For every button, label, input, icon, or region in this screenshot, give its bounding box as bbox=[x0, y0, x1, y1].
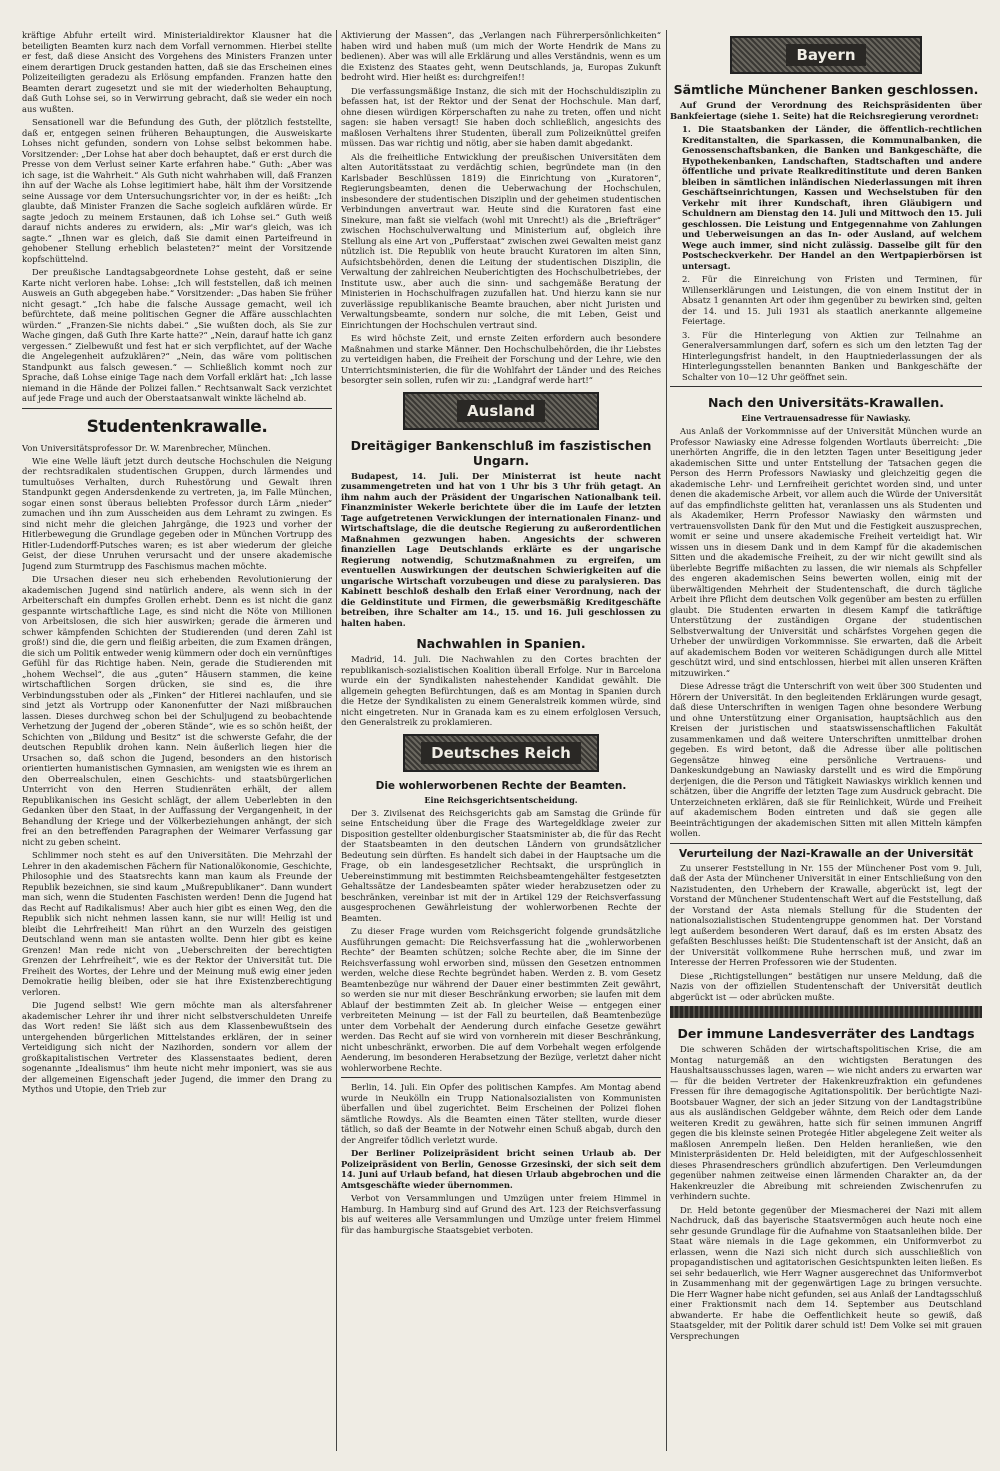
list-item: 2. Für die Einreichung von Fristen und Terminen, für Willenserklärungen und Leistungen, die von einem Institut der in Absatz 1 genannten Art oder ihm gegenüber zu bewirken sind, gelten der 14. und 15. Juli 1931 als staatlich anerkannte allgemeine Feiertage. bbox=[682, 274, 982, 326]
paragraph: Zu dieser Frage wurden vom Reichsgericht folgende grundsätzliche Ausführungen gemacht: Die Reichsverfassung hat die „wohlerworbenen Rechte“ der Beamten schützen; solche Rechte aber, die im Sinne der Reichsverfassung wohl erworben sind, müssen den Gesetzen entnommen werden, welche diese Rechte begründet haben. Werden z. B. vom Gesetz Beamtenbezüge nur während der Dauer einer bestimmten Zeit gewährt, so werden sie nur mit dieser Beschränkung erworben; sie laufen mit dem Ablauf der bestimmten Zeit ab. In gleicher Weise — entgegen einer verbreiteten Meinung — ist der Fall zu beurteilen, daß Beamtenbezüge unter dem Vorbehalt der Aenderung durch einfache Gesetze gewährt werden. Das Recht auf sie wird von vornherein mit dieser Beschränkung, nicht unbeschränkt, erworben. Die auf dem Vorbehalt wegen erfolgende Aenderung, im besonderen Herabsetzung der Bezüge, verletzt daher nicht wohlerworbene Rechte. bbox=[341, 926, 661, 1073]
paragraph: kräftige Abfuhr erteilt wird. Ministerialdirektor Klausner hat die beteiligten Beamten kurz nach dem Vorfall vernommen. Hierbei stellte er fest, daß diese Ansicht des Vorgehens des Ministers Franzen unter einem derartigen Druck gestanden hatten, daß sie das Erscheinen eines Polizeiteiligten geradezu als Erlösung empfanden. Franzen hatte den Beamten derart zugesetzt und sie mit der wiederholten Behauptung, daß Guth Lohse sei, so in Verwirrung gebracht, daß sie weder ein noch aus wußten. bbox=[22, 30, 332, 114]
divider bbox=[22, 408, 332, 409]
divider bbox=[670, 843, 982, 844]
section-banner-label: Bayern bbox=[786, 44, 865, 66]
paragraph: Diese Adresse trägt die Unterschrift von weit über 300 Studenten und Hörern der Universität. In den begleitenden Erklärungen wurde gesagt, daß diese Unterschriften in wenigen Tagen ohne besondere Werbung und ohne Unterstützung einer Organisation, hauptsächlich aus den Kreisen der juristischen und staatswissenschaftlichen Fakultät zusammenkamen und daß weitere Unterschriften unmittelbar drohen gegeben. Es wird betont, daß die Adresse über alle politischen Gegensätze hinweg eine persönliche Vertrauens- und Dankeskundgebung an Nawiasky darstellt und es wird die Empörung derjenigen, die die Person und Tätigkeit Nawiaskys wirklich kennen und schätzen, über die Angriffe der letzten Tage zum Ausdruck gebracht. Die Unterzeichneten erklären, daß sie für Reinlichkeit, Würde und Freiheit auf akademischem Boden eintreten und daß sie gegen alle Beeinträchtigungen der akademischen Sitten mit allen Mitteln kämpfen wollen. bbox=[670, 681, 982, 838]
section-banner-label: Ausland bbox=[457, 400, 545, 422]
list-item: 1. Die Staatsbanken der Länder, die öffentlich-rechtlichen Kreditanstalten, die Sparkassen, die Kommunalbanken, die Genossenschaftsbanken, die Banken und Bankgeschäfte, die Hypothekenbanken, Landschaften, Stadtschaften und andere öffentliche und private Realkreditinstitute und deren Banken bleiben in sämtlichen inländischen Niederlassungen mit ihren Geschäftseinrichtungen, Kassen und Wechselstuben für den Verkehr mit ihrer Kundschaft, ihren Gläubigern und Schuldnern am Dienstag den 14. Juli und Mittwoch den 15. Juli geschlossen. Die Leistung und Entgegennahme von Zahlungen und Ueberweisungen an das In- oder Ausland, auf welchem Wege auch immer, sind nicht zulässig. Dasselbe gilt für den Postscheckverkehr. Der Handel an den Wertpapierbörsen ist untersagt. bbox=[682, 124, 982, 271]
paragraph: Als die freiheitliche Entwicklung der preußischen Universitäten dem alten Autoritätsstaat zu verdächtig schien, begründete man (in den Karlsbader Beschlüssen 1819) die Einrichtung von „Kuratoren“, Regierungsbeamten, denen die Ueberwachung der Hochschulen, insbesondere der studentischen Disziplin und der geheimen studentischen Verbindungen anvertraut war. Heute sind die Kuratoren fast eine Sinekure, man faßt sie vielfach (wohl mit Unrecht!) als die „Briefträger“ zwischen Hochschulverwaltung und Ministerium auf, obgleich ihre Stellung als eine Art von „Pufferstaat“ zwischen zwei Gewalten meist ganz nützlich ist. Die Republik von heute braucht Kuratoren im alten Sinn, Aufsichtsbehörden, denen die Leitung der studentischen Disziplin, die Verwaltung der zahlreichen Neuberichtigten des Hochschulbetriebes, der Institute usw., aber auch die sinn- und sachgemäße Beratung der Ministerien in Hochschulfragen zuzufallen hat. Und hierzu kann sie nur zuverlässige republikanische Beamte brauchen, aber nicht Juristen und Verwaltungsbeamte, sondern nur solche, die mit Leben, Geist und Einrichtungen der Hochschulen vertraut sind. bbox=[341, 151, 661, 330]
article-subheadline: Eine Reichsgerichtsentscheidung. bbox=[424, 794, 578, 805]
section-banner-ausland bbox=[403, 392, 599, 430]
paragraph: Die schweren Schäden der wirtschaftspolitischen Krise, die am Montag naturgemäß an den wichtigsten Beratungen des Haushaltsausschusses lagen, waren — wie nicht anders zu erwarten war — für die beiden Vertreter der Hakenkreuzfraktion ein gefundenes Fressen für ihre demagogische Agitationspolitik. Der berüchtigte Nazi-Bootsbauer Wagner, der sich an jeder Sitzung von der Landtagstribüne aus als ausländischen Geldgeber wähnte, dem Reich oder dem Lande weiteren Kredit zu gewähren, hatte sich für seinen immunen Angriff gegen die bis kleinste seinen Protegée Hitler abgelegene Zeit weiter als maßlosen Anrempeln ließen. Den Helden heranließen, wie den Ministerpräsidenten Dr. Held beleidigten, mit der Aufgeschlossenheit dieses Phrasendreschers gründlich abzufertigen. Den Verleumdungen gegenüber nahmen zeitweise einen lärmenden Charakter an, da der Hakenkreuzler die Abreibung mit schreienden Zwischenrufen zu verhindern suchte. bbox=[670, 1044, 982, 1201]
column-middle bbox=[341, 30, 661, 1451]
paragraph: Die Jugend selbst! Wie gern möchte man als altersfahrener akademischer Lehrer ihr und ihrer nicht selbstverschuldeten Unreife das Wort reden! Sie läßt sich aus dem Klassenbewußtsein des untergehenden bürgerlichen Mittelstandes erklären, der in seiner Verteidigung sich nicht der Nazihorden, sondern vor allem der großkapitalistischen Vertreter des Klassenstaates bedient, deren sogenannte „Idealismus“ ihm heute nicht mehr imponiert, was sie aus der allgemeinen Eigenschaft jeder Jugend, die immer den Drang zu Mythos und Utopie, den Trieb zur bbox=[22, 1000, 332, 1094]
paragraph: Der Berliner Polizeipräsident bricht seinen Urlaub ab. Der Polizeipräsident von Berlin, Genosse Grzesinski, der sich seit dem 14. Juni auf Urlaub befand, hat diesen Urlaub abgebrochen und die Amtsgeschäfte wieder übernommen. bbox=[341, 1148, 661, 1190]
article-headline: Der immune Landesverräter des Landtags bbox=[677, 1026, 975, 1041]
paragraph: Verbot von Versammlungen und Umzügen unter freiem Himmel in Hamburg. In Hamburg sind auf Grund des Art. 123 der Reichsverfassung bis auf weiteres alle Versammlungen und Umzüge unter freiem Himmel für das hamburgische Staatsgebiet verboten. bbox=[341, 1193, 661, 1235]
paragraph: Wie eine Welle läuft jetzt durch deutsche Hochschulen die Neigung der rechtsradikalen studentischen Gruppen, durch lärmendes und tumultuöses Verhalten, durch Ruhestörung und Gewalt ihren Standpunkt gegen Andersdenkende zu vertreten, ja, im Falle München, sogar einen sonst überaus beliebten Professor durch Lärm „nieder“ zumachen und ihn zum Ausscheiden aus dem Lehramt zu zwingen. Es sind nicht mehr die gleichen Jahrgänge, die 1923 und vorher der Hitlerbewegung die Grundlage gegeben oder in München Vortrupp des Hitler-Ludendorff-Putsches waren; es ist aber wiederum der gleiche Geist, der diese Unruhen verursacht und der unsere akademische Jugend zum Sturmtrupp des Faschismus machen möchte. bbox=[22, 455, 332, 571]
article-headline: Studentenkrawalle. bbox=[86, 416, 268, 437]
paragraph: Zu unserer Feststellung in Nr. 155 der Münchener Post vom 9. Juli, daß der Asta der Münchener Universität in einer Entschließung von den Nazistudenten, den Urhebern der Krawalle, abgerückt ist, legt der Vorstand der Münchener Studentenschaft Wert auf die Feststellung, daß der Vorstand der Asta niemals Stellung für die Studenten der nationalsozialistischen Studentengruppe genommen hat. Der Vorstand legt außerdem besonderen Wert darauf, daß es im ersten Absatz des gefaßten Beschlusses heißt: Die Studentenschaft ist der Ansicht, daß an der Universität vollkommene Ruhe herrschen muß, und zwar im Interesse der Herren Professoren wie der Studenten. bbox=[670, 862, 982, 967]
article-headline: Dreitägiger Bankenschluß im faszistischen Ungarn. bbox=[350, 437, 652, 468]
paragraph: Budapest, 14. Juli. Der Ministerrat ist heute nacht zusammengetreten und hat von 1 Uhr bis 3 Uhr früh getagt. An ihm nahm auch der Präsident der Ungarischen Nationalbank teil. Finanzminister Wekerle berichtete über die im Laufe der letzten Tage aufgetretenen Verwicklungen der internationalen Finanz- und Wirtschaftslage, die die deutsche Regierung zu außerordentlichen Maßnahmen gezwungen haben. Angesichts der schweren finanziellen Lage Deutschlands erklärte es der ungarische Regierung notwendig, Schutzmaßnahmen zu ergreifen, um eventuellen Auswirkungen der deutschen Schwierigkeiten auf die ungarische Wirtschaft vorzubeugen und diese zu paralysieren. Das Kabinett beschloß deshalb den Erlaß einer Verordnung, nach der die Geldinstitute und Firmen, die gewerbsmäßig Kreditgeschäfte betreiben, ihre Schalter am 14., 15. und 16. Juli geschlossen zu halten haben. bbox=[341, 470, 661, 628]
paragraph: Die Ursachen dieser neu sich erhebenden Revolutionierung der akademischen Jugend sind natürlich andere, als wenn sich in der Arbeiterschaft ein dumpfes Grollen erhebt. Denn es ist nicht die ganz gespannte wirtschaftliche Lage, es sind nicht die Nöte von Millionen von Arbeitslosen, die sich hier auswirken; gerade die ärmeren und schwer kämpfenden Schichten der Studierenden (und deren Zahl ist groß!) sind die, die gern und fleißig arbeiten, die zum Examen drängen, die sich um Politik entweder wenig kümmern oder doch ein vernünftiges Gefühl für das Richtige haben. Nein, gerade die Studierenden mit „hohem Wechsel“, die aus „guten“ Häusern stammen, die keine wirtschaftlichen Sorgen drücken, sie sind es, die ihre Verbindungsstuben oder als „Finken“ der Hitlerei nachlaufen, und sie sind jetzt als Vortrupp oder Kanonenfutter der Nazi mißbrauchen lassen. Dieses durchweg schon bei der Schuljugend zu beobachtende Verhetzung der Jugend der „oberen Stände“, wie es so schön heißt, der Schichten von „Bildung und Besitz“ ist die schwerste Gefahr, die der deutschen Republik drohen kann. Nein äußerlich liegen hier die Ursachen so, daß schon die Jugend, besonders an den historisch orientierten humanistischen Gymnasien, am wenigsten wie es ihrem an den Oberrealschulen, einen Geschichts- und staatsbürgerlichen Unterricht von den Herren Studienräten erhält, der allem Republikanischen ins Gesicht schlägt, der allem Ueberlebten in den Gedanken über den Staat, in der Auffassung der Vergangenheit, in der Behandlung der Kriege und der Völkerbeziehungen anhängt, der sich frei an den betreffenden Paragraphen der Weimarer Verfassung gar nicht zu geben scheint. bbox=[22, 574, 332, 847]
section-banner-label: Deutsches Reich bbox=[421, 742, 581, 764]
column-right bbox=[670, 30, 982, 1451]
article-subheadline: Eine Vertrauensadresse für Nawiasky. bbox=[741, 413, 911, 423]
article-headline: Nach den Universitäts-Krawallen. bbox=[707, 395, 945, 410]
list-item: 3. Für die Hinterlegung von Aktien zur Teilnahme an Generalversammlungen darf, sofern es sich um den letzten Tag der Hinterlegungsfrist handelt, in den Hauptniederlassungen der als Hinterlegungsstellen benannten Banken und Bankgeschäfte der Schalter von 10—12 Uhr geöffnet sein. bbox=[682, 329, 982, 382]
divider bbox=[341, 1077, 661, 1078]
paragraph: Auf Grund der Verordnung des Reichspräsidenten über Bankfeiertage (siehe 1. Seite) hat die Reichsregierung verordnet: bbox=[670, 100, 982, 121]
section-banner-bayern bbox=[730, 36, 921, 74]
paragraph: Aktivierung der Massen“, das „Verlangen nach Führerpersönlichkeiten“ haben wird und haben muß (um mich der Worte Hendrik de Mans zu bedienen). Aber was will alle Erklärung und alles Verständnis, wenn es um die Existenz des Staates geht, wenn Deutschlands, ja, Europas Zukunft bedroht wird. Hier heißt es: durchgreifen!! bbox=[341, 30, 661, 82]
paragraph: Sensationell war die Befundung des Guth, der plötzlich feststellte, daß er, entgegen seinen früheren Behauptungen, die Ausweiskarte Lohses nicht gefunden, sondern von Lohse selbst bekommen habe. Vorsitzender: „Der Lohse hat aber doch behauptet, daß er erst durch die Presse von dem Verlust seiner Karte erfahren habe.“ Guth: „Aber was ich sage, ist die Wahrheit.“ Als Guth nicht wahrhaben will, daß Franzen ihn auf der Wache als Lohse legitimiert habe, hält ihm der Vorsitzende seine Aussage vor dem Untersuchungsrichter vor, in der es heißt: „Ich glaubte, daß Minister Franzen die Sache sogleich aufklären würde. Er sagte jedoch zu meinem Erstaunen, daß ich Lohse sei.“ Guth weiß darauf nichts anderes zu erwidern, als: „Mir war's gleich, was ich sagte.“ „Ihnen war es gleich, daß Sie damit einen Parteifreund in gehobener Stellung erheblich belasteten?“ meint der Vorsitzende kopfschüttelnd. bbox=[22, 117, 332, 264]
article-headline: Verurteilung der Nazi-Krawalle an der Universität bbox=[679, 847, 973, 860]
column-left bbox=[22, 30, 332, 1451]
paragraph: Aus Anlaß der Vorkommnisse auf der Universität München wurde an Professor Nawiasky eine Adresse folgenden Wortlauts überreicht: „Die unerhörten Angriffe, die in den letzten Tagen unter Beseitigung jeder akademischen Sitte und unter Entstellung der Tatsachen gegen die Person des Herrn Professors Nawiasky und gleichzeitig gegen die akademische Lehr- und Lernfreiheit gerichtet worden sind, und unter denen die akademische Arbeit, vor allem auch die Würde der Universität auf das empfindlichste gelitten hat, veranlassen uns als Studenten und als Akademiker, Herrn Professor Nawiasky den wärmsten und vertrauensvollsten Dank für den Mut und die Festigkeit auszusprechen, womit er seine und unsere akademische Freiheit verteidigt hat. Wir wissen uns in diesem Dank und in dem Kampf für die akademischen Sitten und die akademische Freiheit, zu der wir nicht gewillt sind als überlebte Begriffe mißachten zu lassen, die wir niemals als Schpfeller des engeren akademischen Seins bewerten wollen, einig mit der überwältigenden Mehrheit der Studentenschaft, die durch tägliche Arbeit ihre Pflicht dem deutschen Volk gegenüber am besten zu erfüllen glaubt. Die Studenten erwarten in diesem Kampf die tatkräftige Unterstützung der zuständigen Organe der studentischen Selbstverwaltung der Universität und schärfstes Vorgehen gegen die Urheber der unwürdigen Vorkommnisse. Sie erwarten, daß die Arbeit auf akademischem Boden vor weiteren Schädigungen durch alle Mittel geschützt wird, und sind entschlossen, hierbei mit allen unseren Kräften mitzuwirken.“ bbox=[670, 426, 982, 678]
section-banner-deutsches-reich bbox=[403, 734, 599, 772]
column-rule bbox=[666, 30, 667, 1451]
paragraph: Der preußische Landtagsabgeordnete Lohse gesteht, daß er seine Karte nicht verloren habe. Lohse: „Ich will feststellen, daß ich meinen Ausweis an Guth abgegeben habe.“ Vorsitzender: „Das haben Sie früher nicht gesagt.“ „Ich habe die falsche Aussage gemacht, weil ich befürchtete, daß meine politischen Gegner die Affäre ausschlachten würden.“ „Franzen-Sie nichts dabei.“ „Sie wußten doch, als Sie zur Wache gingen, daß Guth Ihre Karte hatte?“ „Nein, darauf hatte ich ganz vergessen.“ Zielbewußt und fest hat er sich verpflichtet, auf der Wache die Angelegenheit aufzuklären?“ „Nein, das wäre vom politischen Standpunkt aus falsch gewesen.“ — Schließlich kommt noch zur Sprache, daß Lohse einige Tage nach dem Vorfall erklärt hat: „Ich lasse niemand in die Hände der Polizei fallen.“ Rechtsanwalt Sack verzichtet auf jede Frage und auch der Oberstaatsanwalt winkte lächelnd ab. bbox=[22, 267, 332, 403]
paragraph: Madrid, 14. Juli. Die Nachwahlen zu den Cortes brachten der republikanisch-sozialistischen Koalition überall Erfolge. Nur in Barcelona wurde ein der Syndikalisten nahestehender Kandidat gewählt. Die allgemein gehegten Befürchtungen, daß es am Montag in Spanien durch die Hetze der Syndikalisten zu einem Generalstreik kommen würde, sind nicht eingetreten. Nur in Granada kam es zu einem erfolglosen Versuch, den Generalstreik zu proklamieren. bbox=[341, 654, 661, 727]
byline: Von Universitätsprofessor Dr. W. Marenbrecher, München. bbox=[22, 442, 271, 453]
paragraph: Diese „Richtigstellungen“ bestätigen nur unsere Meldung, daß die Nazis von der offiziellen Studentenschaft der Universität deutlich abgerückt ist — oder abrücken mußte. bbox=[670, 970, 982, 1002]
article-headline: Sämtliche Münchener Banken geschlossen. bbox=[673, 82, 979, 97]
ordinance-list bbox=[670, 124, 982, 382]
paragraph: Berlin, 14. Juli. Ein Opfer des politischen Kampfes. Am Montag abend wurde in Neukölln ein Trupp Nationalsozialisten von Kommunisten überfallen und übel zugerichtet. Beim Erscheinen der Polizei flohen sämtliche Rowdys. Als die Beamten einen Täter stellten, wurde dieser tätlich, so daß der Beamte in der Notwehr einen Schuß abgab, durch den der Angreifer tödlich verletzt wurde. bbox=[341, 1082, 661, 1145]
paragraph: Schlimmer noch steht es auf den Universitäten. Die Mehrzahl der Lehrer in den akademischen Fächern für Nationalökonomie, Geschichte, Philosophie und des Staatsrechts kann man kaum als Freunde der Republik bezeichnen, sie sind kaum „Mußrepublikaner“. Dann wundert man sich, wenn die Studenten Faschisten werden! Denn die Jugend hat das Recht auf Radikalismus! Aber auch hier gibt es einen Weg, den die Republik sich nicht nehmen lassen kann, sie nur will! Heilig ist und bleibt die Lehrfreiheit! Man rührt an den Wurzeln des geistigen Deutschland wenn man sie antasten wollte. Denn hier gibt es keine Grenzen! Man rede nicht von „Ueberschreiten der berechtigten Grenzen der Lehrfreiheit“, wie es der Rektor der Universität tut. Die Freiheit des Wortes, der Lehre und der Meinung muß ewig einer jeden Demokratie heilig bleiben, oder sie hat ihre Existenzberechtigung verloren. bbox=[22, 850, 332, 997]
paragraph: Der 3. Zivilsenat des Reichsgerichts gab am Samstag die Gründe für seine Entscheidung über die Frage des Wartegeldklage zweier zur Disposition gestellter oldenburgischer Staatsminister ab, die für das Recht der Staatsbeamten in den deutschen Ländern von grundsätzlicher Bedeutung sein dürften. Es handelt sich dabei in der Hauptsache um die Frage, ob ein landesgesetzlicher Rechtsakt, die ursprünglich in Uebereinstimmung mit bestimmten Reichsbeamtengehälter festgesetzten Gehaltssätze der Landesbeamten später wieder herabzusetzen oder zu beschränken, vereinbar ist mit der in Artikel 129 der Reichsverfassung ausgesprochenen Gewährleistung der wohlerworbenen Rechte der Beamten. bbox=[341, 807, 661, 923]
article-headline: Nachwahlen in Spanien. bbox=[416, 636, 586, 651]
column-rule bbox=[336, 30, 337, 1451]
paragraph: Dr. Held betonte gegenüber der Miesmacherei der Nazi mit allem Nachdruck, daß das bayerische Staatsvermögen auch heute noch eine sehr gesunde Grundlage für die Aufnahme von Staatsanleihen bilde. Der Staat wäre niemals in die Lage gekommen, ein Uniformverbot zu erlassen, wenn die Nazi sich nicht durch sich ausschließlich von propagandistischen und agitatorischen Gesichtspunkten leiten ließen. Es sei sehr bedauerlich, wie Herr Wagner ausgerechnet das Uniformverbot in Zusammenhang mit der gegenwärtigen Lage zu bringen versuchte. Die Herr Wagner habe nicht gefunden, sei aus Anlaß der Landtagsschluß einer Fraktionsmit nach dem 14. September aus Deutschland abwanderte. Er habe die Oeffentlichkeit heute so gewiß, daß Staatsgelder, mit der Politik darer schuld ist! Dem Volke sei mit grauen Versprechungen bbox=[670, 1204, 982, 1341]
divider bbox=[670, 386, 982, 387]
paragraph: Es wird höchste Zeit, und ernste Zeiten erfordern auch besondere Maßnahmen und starke Männer. Den Hochschulbehörden, die ihr Liebstes zu verteidigen haben, die Freiheit der Forschung und der Lehre, wie den Unterrichtsministerien, die für die Wohlfahrt der Länder und des Reiches besorgter sein sollen, rufen wir zu: „Landgraf werde hart!“ bbox=[341, 333, 661, 385]
article-headline: Die wohlerworbenen Rechte der Beamten. bbox=[375, 779, 627, 792]
paragraph: Die verfassungsmäßige Instanz, die sich mit der Hochschuldisziplin zu befassen hat, ist der Rektor und der Senat der Hochschule. Man darf, ohne diesen würdigen Körperschaften zu nahe zu treten, offen und nicht sagen: sie haben versagt! Sie haben doch schließlich, angesichts des maßlosen Verhaltens ihrer Studenten, überall zum Polizeiknüttel greifen müssen. Das war richtig und nötig, aber sie haben damit abgedankt. bbox=[341, 85, 661, 148]
print-smudge bbox=[670, 1006, 982, 1018]
